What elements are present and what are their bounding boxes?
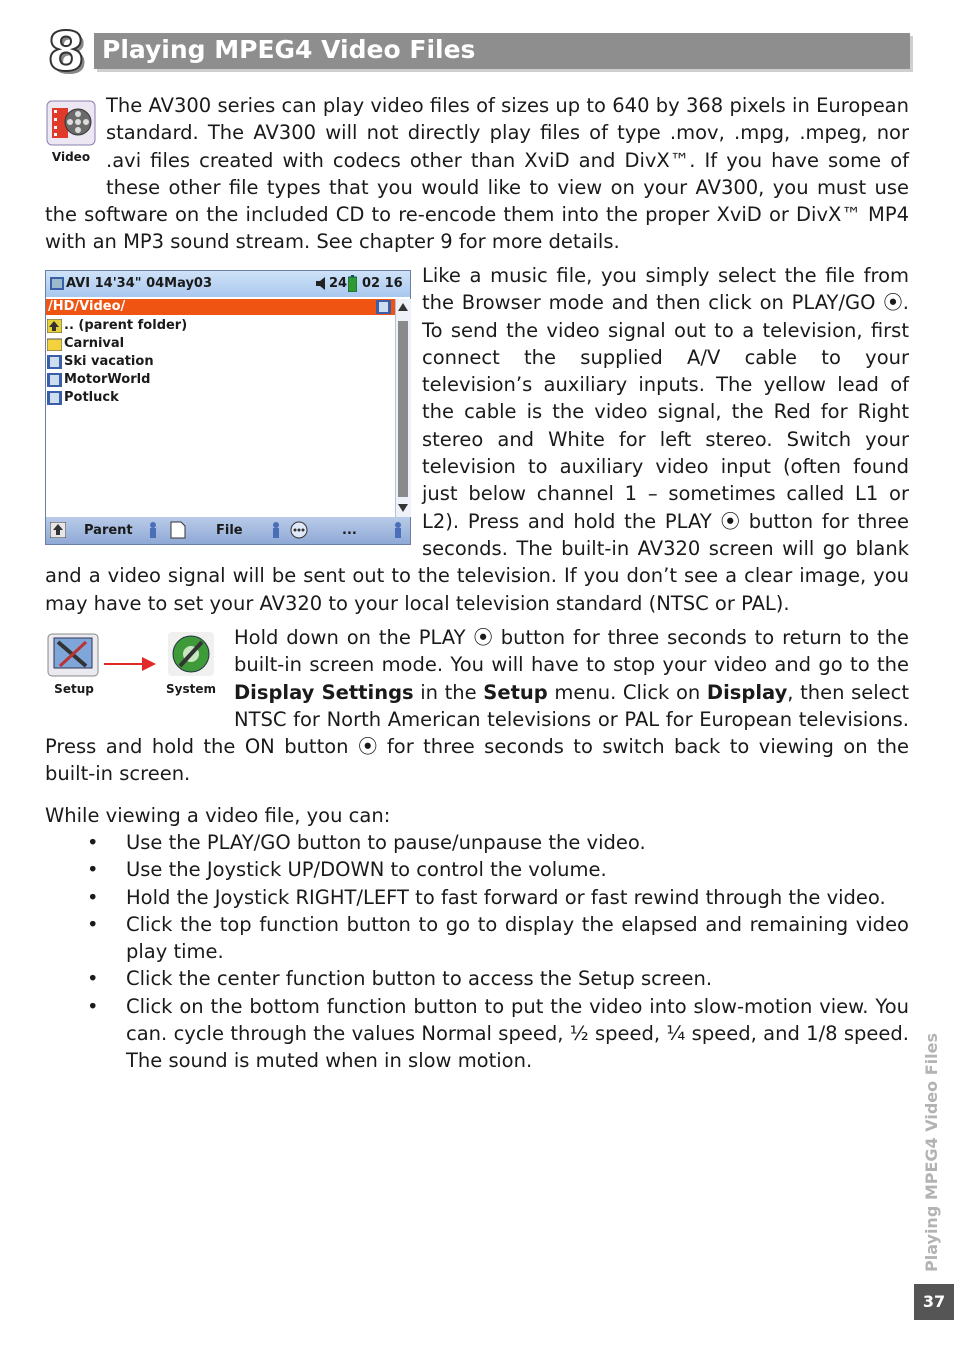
tv-output-text-b: . To send the video signal out to a television, first connect the supplied A/V cable to your television’s auxiliary inputs. The yellow lead of the cable is the video signal, the Red for Right stereo and White for left stereo. Switch your television to auxiliary video input (often found just below channel 1 – sometimes called L1 or L2). Press and hold the PLAY bbox=[422, 291, 909, 533]
setup-app-label: Setup bbox=[54, 682, 94, 696]
video-app-label: Video bbox=[51, 150, 91, 164]
running-title bbox=[915, 1000, 949, 1280]
play-button-icon: ⦿ bbox=[883, 291, 903, 315]
file-button[interactable]: File bbox=[216, 523, 243, 538]
chapter-number: 8 bbox=[47, 20, 85, 83]
list-item: • Use the PLAY/GO button to pause/unpause the video. bbox=[45, 829, 909, 856]
list-item-label: .. (parent folder) bbox=[64, 318, 188, 333]
setup-term: Setup bbox=[483, 680, 548, 704]
status-file-info: AVI 14'34" 04May03 bbox=[66, 276, 213, 291]
list-item: • Hold the Joystick RIGHT/LEFT to fast forward or fast rewind through the video. bbox=[45, 884, 909, 911]
return-text-d: menu. Click on bbox=[554, 680, 701, 704]
list-item: • Click the center function button to access the Setup screen. bbox=[45, 965, 909, 992]
list-item: • Click on the bottom function button to put the video into slow-motion view. You can. cycle through the values Normal speed, ½ speed, ¼ speed, and 1/8 speed. The sound is muted when in slow motion. bbox=[45, 993, 909, 1075]
return-text-f: for three seconds to switch back to viewing on the built-in screen. bbox=[45, 735, 909, 786]
more-button[interactable]: ... bbox=[342, 523, 357, 538]
list-item: • Use the Joystick UP/DOWN to control the volume. bbox=[45, 856, 909, 883]
volume-value: 24 bbox=[329, 276, 348, 291]
chapter-title-bar bbox=[94, 33, 910, 69]
current-path: /HD/Video/ bbox=[48, 299, 126, 314]
return-text-b: button for three seconds to return to the built-in screen mode. You will have to stop your video and go to the bbox=[234, 626, 909, 677]
intro-text: The AV300 series can play video files of sizes up to 640 by 368 pixels in European standard. The AV300 will not directly play files of type .mov, .mpg, .mpeg, nor .avi files created with codecs other than XviD and DivX™. If you have some of these other file types that you would like to view on your AV300, you must use the software on the included CD to re-encode them into the proper XviD or DivX™ MP4 with an MP3 sound stream. See chapter 9 for more details. bbox=[45, 94, 909, 254]
list-item-label: MotorWorld bbox=[64, 372, 151, 387]
play-button-icon: ⦿ bbox=[720, 509, 741, 533]
return-text-c: in the bbox=[420, 680, 477, 704]
return-text-e: , then select NTSC for North American televisions or PAL for European televisions. Press and hold the ON button bbox=[45, 680, 910, 759]
tv-output-paragraph bbox=[45, 262, 909, 617]
system-app-label: System bbox=[166, 682, 216, 696]
tv-output-text-a: Like a music file, you simply select the file from the Browser mode and then click on PLAY/GO bbox=[422, 264, 909, 315]
list-item: • Click the top function button to go to display the elapsed and remaining video play time. bbox=[45, 911, 909, 966]
list-item-label: Potluck bbox=[64, 390, 119, 405]
play-button-icon: ⦿ bbox=[473, 626, 493, 649]
running-title-text: Playing MPEG4 Video Files bbox=[922, 1033, 941, 1272]
display-settings-term: Display Settings bbox=[234, 680, 414, 704]
list-item-label: Carnival bbox=[64, 336, 125, 351]
chapter-title: Playing MPEG4 Video Files bbox=[102, 35, 476, 64]
viewing-intro: While viewing a video file, you can: bbox=[45, 804, 391, 827]
clock: 02 16 bbox=[362, 276, 403, 291]
intro-paragraph bbox=[45, 92, 909, 256]
parent-button[interactable]: Parent bbox=[84, 523, 133, 538]
tv-output-text-c: button for three seconds. The built-in AV320 screen will go blank and a video signal will be sent out to the television. If you don’t see a clear image, you may have to set your AV320 to your local television standard (NTSC or PAL). bbox=[45, 509, 909, 615]
return-text-a: Hold down on the PLAY bbox=[234, 626, 466, 649]
display-term: Display bbox=[706, 680, 788, 704]
list-item-label: Ski vacation bbox=[64, 354, 154, 369]
on-button-icon: ⦿ bbox=[357, 735, 378, 759]
return-screen-paragraph bbox=[45, 624, 909, 788]
viewing-bullet-list bbox=[45, 829, 909, 1075]
page-number: 37 bbox=[914, 1284, 954, 1320]
